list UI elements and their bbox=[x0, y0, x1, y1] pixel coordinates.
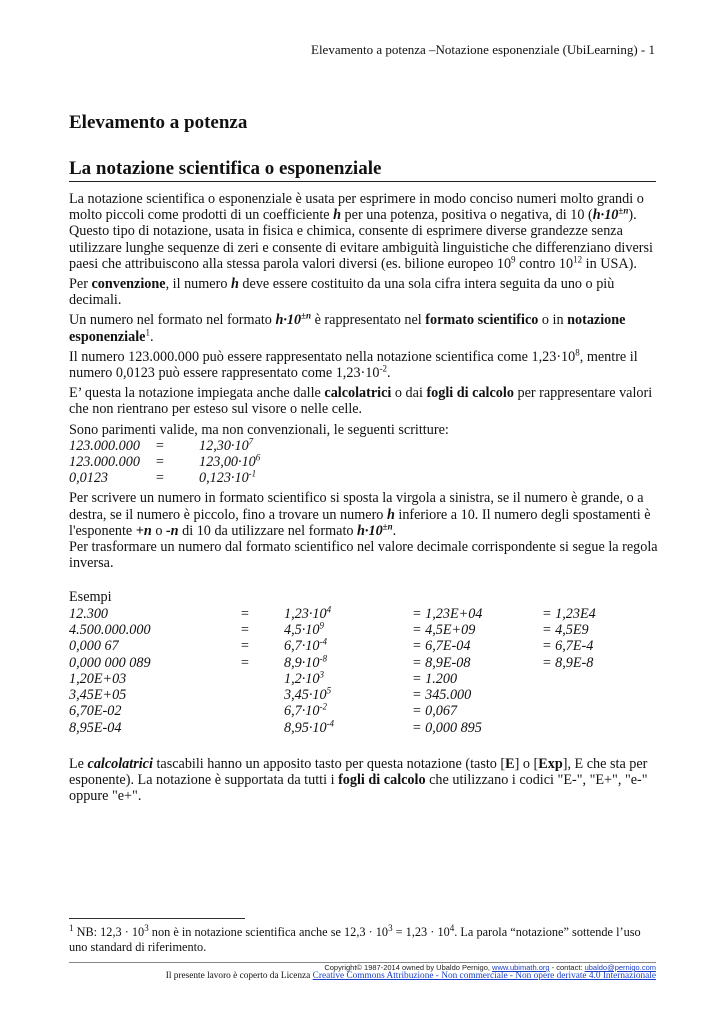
example-row: 0,000 000 089 = $8,9\cdot 10^{-8}$ = 8,9E-08 = 8,9E-8 bbox=[69, 652, 594, 671]
example-row: 12.300 = $1,23\cdot 10^4$ = 1,23E+04 = 1,23E4 bbox=[69, 603, 596, 622]
paragraph-spreadsheets: Le calcolatrici tascabili hanno un apposito tasto per questa notazione (tasto [E] o [Exp], E che sta per esponente). La notazione è supportata da tutti i fogli di calcolo che utilizzano i codici "E-", "E+", "e-" oppure "e+". bbox=[69, 756, 648, 805]
example-row: 1,20E+03 $1,2\cdot 10^3$ = 1.200 bbox=[69, 669, 458, 687]
contact-email-link[interactable]: ubaldo@pernigo.com bbox=[584, 963, 656, 972]
section-title: La notazione scientifica o esponenziale bbox=[69, 158, 382, 179]
copyright-line: Copyright© 1987-2014 owned by Ubaldo Pernigo, www.ubimath.org - contact: ubaldo@pernigo.com bbox=[324, 963, 656, 972]
example-row: 6,70E-02 $6,7\cdot 10^{-2}$ = 0,067 bbox=[69, 701, 458, 720]
examples-table bbox=[69, 603, 659, 736]
paragraph-convention: Per convenzione, il numero h deve essere costituito da una sola cifra intera seguita da uno o più decimali. bbox=[69, 276, 615, 309]
equivalent-row: 123.000.000 = $12,30\cdot 10^7$ bbox=[69, 436, 254, 454]
examples-label: Esempi bbox=[69, 589, 112, 606]
paragraph-intro: La notazione scientifica o esponenziale è usata per esprimere in modo conciso numeri molto grandi o molto piccoli come prodotti di un coefficiente h per una potenza, positiva o negativa, di 10 $(h\cdot 10^{\pm n})$. Questo tipo di notazione, usata in fisica e chimica, consente di esprimere diverse grandezze senza utilizzare lunghe sequenze di zeri e consente di evitare ambiguità linguistiche che differenziano diversi paesi che attribuiscono alla stessa parola valori diversi (es. bilione europeo $10^9$ contro $10^{12}$ in USA). bbox=[69, 191, 653, 272]
example-row: 4.500.000.000 = $4,5\cdot 10^9$ = 4,5E+09 = 4,5E9 bbox=[69, 620, 589, 638]
footnote-ref[interactable]: 1 bbox=[145, 326, 150, 337]
paragraph-method: Per scrivere un numero in formato scientifico si sposta la virgola a sinistra, se il numero è grande, o a destra, se il numero è piccolo, fino a trovare un numero h inferiore a 10. Il numero degli spostamenti è l'esponente +n o -n di 10 da utilizzare nel formato $h\cdot 10^{\pm n}$. Per trasformare un numero dal formato scientifico nel valore decimale corrispondente si segue la regola inversa. bbox=[69, 490, 658, 572]
footnote-divider bbox=[69, 918, 245, 919]
page-title: Elevamento a potenza bbox=[69, 112, 248, 133]
example-row: 0,000 67 = $6,7\cdot 10^{-4}$ = 6,7E-04 = 6,7E-4 bbox=[69, 636, 594, 655]
example-row: 8,95E-04 $8,95\cdot 10^{-4}$ = 0,000 895 bbox=[69, 717, 482, 736]
title-underline bbox=[69, 181, 656, 182]
paragraph-example-number: Il numero 123.000.000 può essere rappresentato nella notazione scientifica come $1,23\cdot 10^8$, mentre il numero 0,0123 può essere rappresentato come $1,23\cdot 10^{-2}$. bbox=[69, 347, 638, 382]
footnote: $^1$ NB: $12,3 \cdot 10^3$ non è in notazione scientifica anche se $12,3 \cdot 10^3 = 1,23 \cdot 10^4$. La parola “notazione” sottende l’uso uno standard di riferimento. bbox=[69, 922, 641, 954]
equivalents-list bbox=[69, 438, 659, 487]
equivalent-row: 0,0123 = $0,123\cdot 10^{-1}$ bbox=[69, 468, 257, 487]
document-body bbox=[69, 191, 659, 809]
paragraph-format: Un numero nel formato nel formato $h\cdot 10^{\pm n}$ è rappresentato nel formato scientifico o in notazione esponenziale$^1$. bbox=[69, 310, 626, 345]
ubimath-link[interactable]: www.ubimath.org bbox=[492, 963, 550, 972]
paragraph-equivalents-intro: Sono parimenti valide, ma non convenzionali, le seguenti scritture: bbox=[69, 421, 449, 438]
license-link[interactable]: Creative Commons Attribuzione - Non commerciale - Non opere derivate 4.0 Internazionale bbox=[312, 971, 656, 981]
example-row: 3,45E+05 $3,45\cdot 10^5$ = 345.000 bbox=[69, 685, 472, 704]
license-line: Il presente lavoro è coperto da Licenza Creative Commons Attribuzione - Non commerciale - Non opere derivate 4.0 Internazionale bbox=[165, 971, 656, 981]
page-header: Elevamento a potenza –Notazione esponenziale (UbiLearning) - 1 bbox=[311, 42, 655, 57]
equivalent-row: 123.000.000 = $123,00\cdot 10^6$ bbox=[69, 452, 261, 471]
paragraph-calculators: E’ questa la notazione impiegata anche dalle calcolatrici o dai fogli di calcolo per rappresentare valori che non rientrano per esteso sul visore o nelle celle. bbox=[69, 385, 653, 418]
